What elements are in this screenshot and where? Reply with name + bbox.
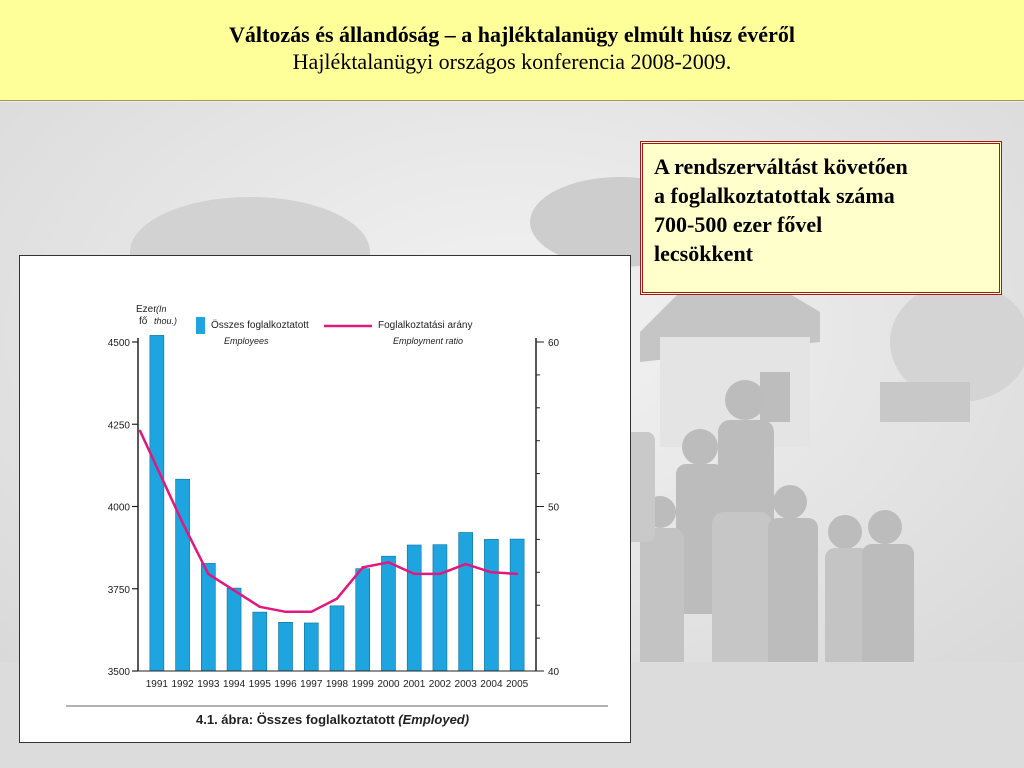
bar (381, 556, 395, 671)
x-tick-label: 2000 (377, 679, 400, 690)
y-left-label-2: fő (139, 316, 148, 327)
line-point (207, 573, 209, 575)
line-point (233, 589, 235, 591)
line-point (362, 566, 364, 568)
callout-box (640, 141, 1002, 295)
y-left-label-1: Ezer (136, 304, 157, 315)
x-tick-label: 1994 (222, 679, 246, 690)
line-point (464, 563, 466, 565)
line-point (516, 573, 518, 575)
x-tick-label: 1995 (248, 679, 271, 690)
bar (407, 545, 421, 671)
y-left-tick-label: 4000 (107, 502, 130, 514)
bar (176, 479, 190, 671)
line-point (336, 597, 338, 599)
bar (201, 563, 215, 671)
bar (279, 622, 293, 671)
legend-swatch-bar (196, 317, 205, 334)
line-point (310, 611, 312, 613)
chart-caption-en: (Employed) (398, 712, 470, 727)
bar (253, 612, 267, 671)
x-tick-label: 1993 (197, 679, 220, 690)
bar (484, 539, 498, 671)
legend-line-label: Foglalkoztatási arány (378, 320, 473, 331)
bar (304, 623, 318, 671)
bar (227, 588, 241, 671)
x-tick-label: 2004 (480, 679, 503, 690)
line-point (490, 571, 492, 573)
y-left-label-en-1: (In (156, 304, 167, 314)
slide-title: Változás és állandóság – a hajléktalanügy elmúlt húsz évéről (229, 22, 795, 47)
bar (459, 532, 473, 671)
y-right-tick-label: 60 (548, 338, 560, 349)
x-tick-label: 2003 (454, 679, 477, 690)
y-left-tick-label: 3500 (107, 667, 130, 678)
x-tick-label: 2002 (428, 679, 452, 690)
callout-line-2: a foglalkoztatottak száma (654, 183, 895, 208)
bar (330, 606, 344, 671)
x-tick-label: 2005 (506, 679, 529, 690)
y-right-tick-label: 40 (548, 667, 560, 678)
bar (433, 545, 447, 671)
legend-bar-label: Összes foglalkoztatott (211, 320, 309, 331)
chart-caption-main: 4.1. ábra: Összes foglalkoztatott (196, 712, 395, 727)
chart-caption (196, 712, 469, 727)
y-right-tick-label: 50 (548, 502, 560, 514)
line-point (181, 522, 183, 524)
line-point (387, 561, 389, 563)
employment-chart (19, 255, 631, 743)
x-tick-label: 1996 (274, 679, 297, 690)
x-tick-label: 1997 (300, 679, 323, 690)
chart-canvas (20, 256, 632, 744)
line-point (413, 573, 415, 575)
y-left-tick-label: 4500 (107, 338, 130, 349)
callout-line-3: 700-500 ezer fővel (654, 212, 823, 237)
y-left-tick-label: 3750 (107, 584, 130, 596)
bar (356, 569, 370, 671)
line-point (139, 430, 141, 432)
plot-area (108, 335, 560, 690)
x-tick-label: 1992 (171, 679, 194, 690)
y-left-tick-label: 4250 (107, 420, 130, 432)
slide-header (0, 0, 1024, 101)
x-tick-label: 1999 (351, 679, 374, 690)
legend-line-label-en: Employment ratio (393, 336, 464, 346)
y-left-label-en-2: thou.) (154, 316, 178, 326)
bar (510, 539, 524, 671)
bar (150, 335, 164, 671)
line-point (439, 573, 441, 575)
x-tick-label: 1998 (325, 679, 349, 690)
legend-bar-label-en: Employees (224, 336, 269, 346)
callout-line-1: A rendszerváltást követően (654, 154, 908, 179)
slide-subtitle: Hajléktalanügyi országos konferencia 2008-2009. (292, 49, 732, 74)
line-point (284, 611, 286, 613)
x-tick-label: 2001 (403, 679, 426, 690)
line-point (259, 606, 261, 608)
x-tick-label: 1991 (145, 679, 168, 690)
callout-line-4: lecsökkent (654, 241, 753, 266)
